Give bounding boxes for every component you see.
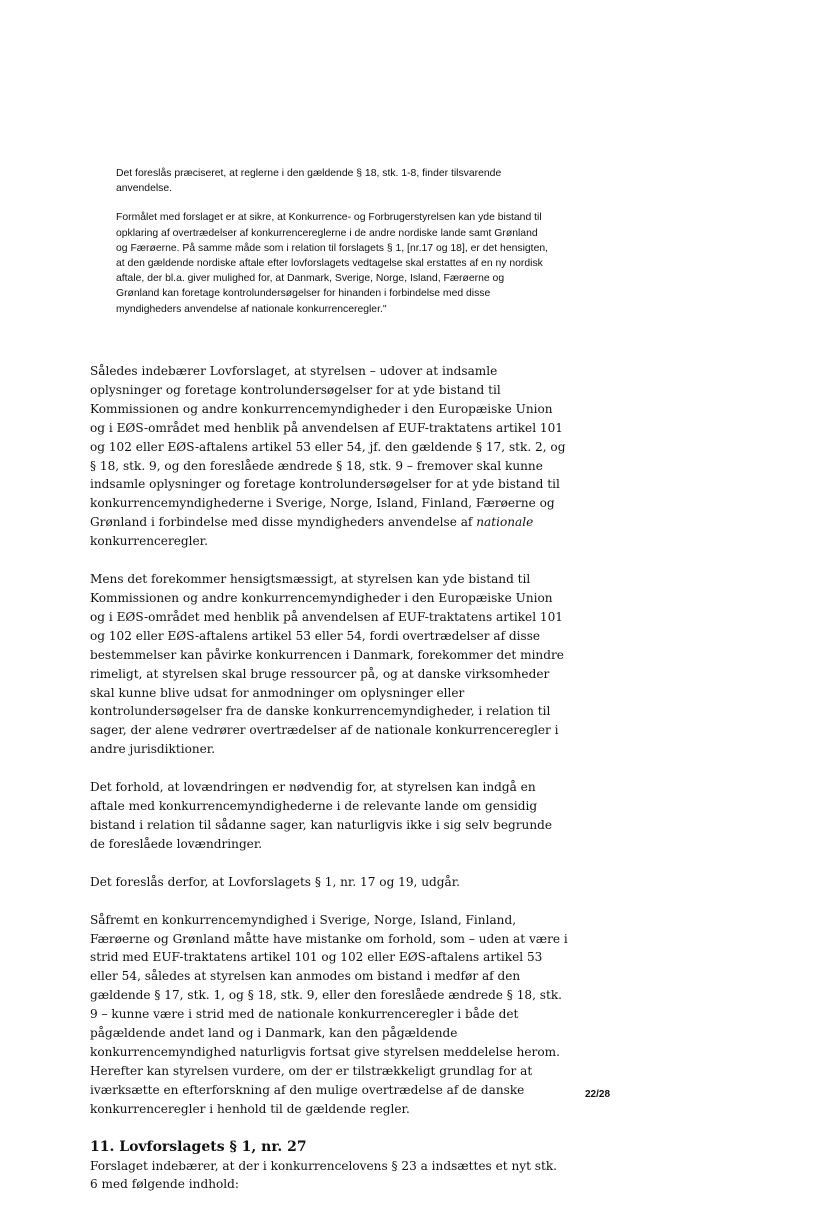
body-paragraph-3: Det forhold, at lovændringen er nødvendig for, at styrelsen kan indgå en aftale med konkurrencemyndighederne i de relevante lande om gensidig bistand i relation til sådanne sager, kan naturligvis ikke i sig selv begrunde de foreslåede lovændringer. bbox=[90, 780, 553, 851]
body-paragraph-2: Mens det forekommer hensigtsmæssigt, at styrelsen kan yde bistand til Kommissionen og andre konkurrencemyndigheder i den Europæiske Union og i EØS-området med henblik på anvendelsen af EUF-traktatens artikel 101 og 102 eller EØS-aftalens artikel 53 eller 54, fordi overtrædelser af disse bestemmelser kan påvirke konkurrencen i Danmark, forekommer det mindre rimeligt, at styrelsen skal bruge ressourcer på, og at danske virksomheder skal kunne blive udsat for anmodninger om oplysninger eller kontrolundersøgelser fra de danske konkurrencemyndigheder, i relation til sager, der alene vedrører overtrædelser af de nationale konkurrenceregler i andre jurisdiktioner. bbox=[90, 572, 564, 757]
body-text bbox=[90, 362, 568, 1213]
quote-paragraph-2: Formålet med forslaget er at sikre, at Konkurrence- og Forbrugerstyrelsen kan yde bistand til opklaring af overtrædelser af konkurrencereglerne i de andre nordiske lande samt Grønland og Færøerne. På samme måde som i relation til forslagets § 1, [nr.17 og 18], er det hensigten, at den gældende nordiske aftale efter lovforslagets vedtagelse skal erstattes af en ny nordisk aftale, der bl.a. giver mulighed for, at Danmark, Sverige, Norge, Island, Færøerne og Grønland kan foretage kontrolundersøgelser for hinanden i forbindelse med disse myndigheders anvendelse af nationale konkurrenceregler." bbox=[116, 212, 549, 315]
quoted-text-block bbox=[116, 166, 548, 331]
page-number: 22/28 bbox=[585, 1089, 611, 1100]
body-paragraph-6: Forslaget indebærer, at der i konkurrencelovens § 23 a indsættes et nyt stk. 6 med følgende indhold: bbox=[90, 1158, 558, 1192]
body-paragraph-1-main: Således indebærer Lovforslaget, at styrelsen – udover at indsamle oplysninger og foretage kontrolundersøgelser for at yde bistand til Kommissionen og andre konkurrencemyndigheder i den Europæiske Union og i EØS-området med henblik på anvendelsen af EUF-traktatens artikel 101 og 102 eller EØS-aftalens artikel 53 eller 54, jf. den gældende § 17, stk. 2, og § 18, stk. 9, og den foreslåede ændrede § 18, stk. 9 – fremover skal kunne indsamle oplysninger og foretage kontrolundersøgelser for at yde bistand til konkurrencemyndighederne i Sverige, Norge, Island, Finland, Færøerne og Grønland i forbindelse med disse myndigheders anvendelse af bbox=[90, 364, 566, 530]
body-paragraph-1 bbox=[90, 362, 568, 551]
body-paragraph-5: Såfremt en konkurrencemyndighed i Sverige, Norge, Island, Finland, Færøerne og Grønland måtte have mistanke om forhold, som – uden at være i strid med EUF-traktatens artikel 101 og 102 eller EØS-aftalens artikel 53 eller 54, således at styrelsen kan anmodes om bistand i medfør af den gældende § 17, stk. 1, og § 18, stk. 9, eller den foreslåede ændrede § 18, stk. 9 – kunne være i strid med de nationale konkurrenceregler i både det pågældende andet land og i Danmark, kan den pågældende konkurrencemyndighed naturligvis fortsat give styrelsen meddelelse herom. Herefter kan styrelsen vurdere, om der er tilstrækkeligt grundlag for at iværksætte en efterforskning af den mulige overtrædelse af de danske konkurrenceregler i henhold til de gældende regler. bbox=[90, 912, 568, 1116]
quote-paragraph-1: Det foreslås præciseret, at reglerne i den gældende § 18, stk. 1-8, finder tilsvarende anvendelse. bbox=[116, 168, 502, 195]
body-paragraph-1-italic: nationale bbox=[476, 515, 534, 530]
section-heading: 11. Lovforslagets § 1, nr. 27 bbox=[90, 1138, 307, 1155]
body-paragraph-4: Det foreslås derfor, at Lovforslagets § 1, nr. 17 og 19, udgår. bbox=[90, 874, 461, 889]
body-paragraph-1-end: konkurrenceregler. bbox=[90, 534, 208, 549]
